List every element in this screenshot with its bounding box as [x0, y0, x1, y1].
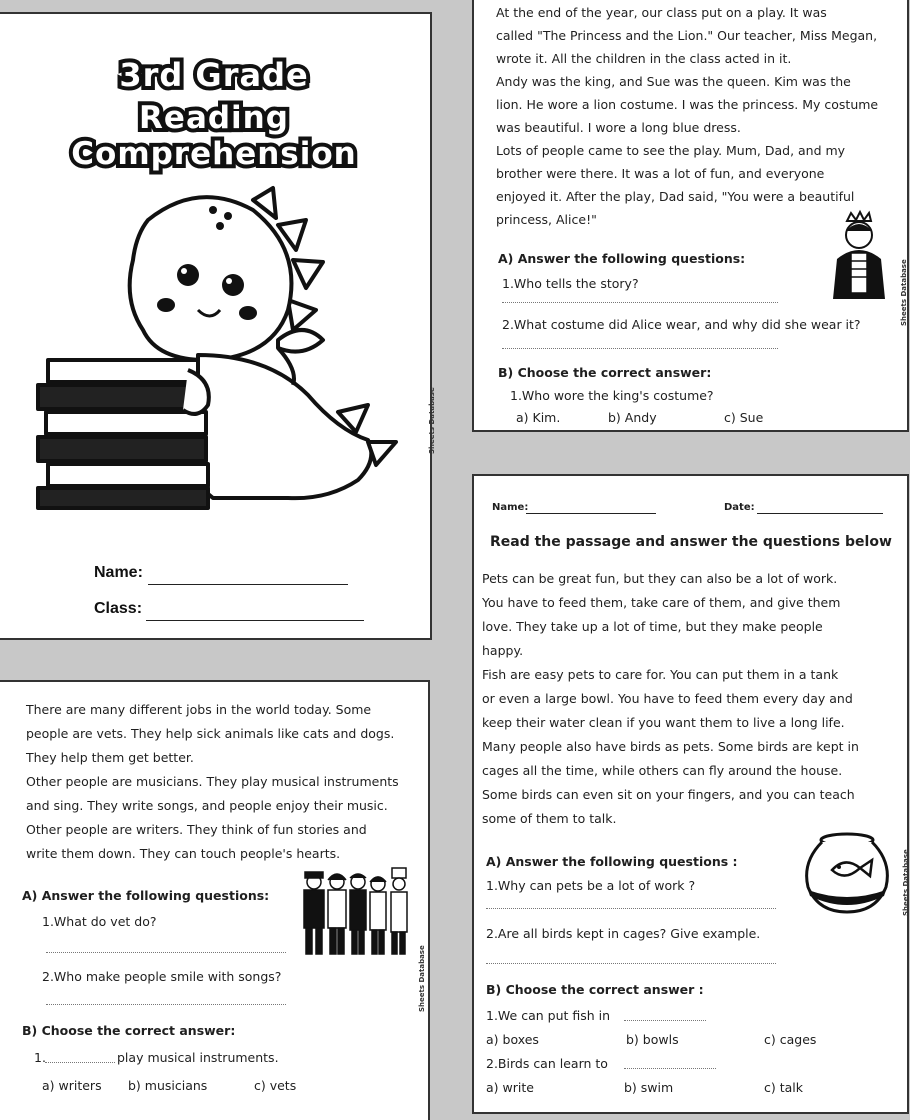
princess-sheet [472, 0, 909, 432]
pets-b-question-2: 2.Birds can learn to [486, 1056, 608, 1071]
princess-section-b: B) Choose the correct answer: [498, 365, 712, 380]
passage-line: called "The Princess and the Lion." Our teacher, Miss Megan, [496, 28, 878, 43]
prince-illustration [829, 211, 889, 306]
pets-q2-option-c[interactable]: c) talk [764, 1080, 803, 1095]
passage-line: Some birds can even sit on your fingers, and you can teach [482, 787, 855, 802]
passage-line: Andy was the king, and Sue was the queen. Kim was the [496, 74, 851, 89]
princess-question-1: 1.Who tells the story? [502, 276, 639, 291]
passage-line: brother were there. It was a lot of fun, and everyone [496, 166, 825, 181]
passage-line: At the end of the year, our class put on a play. It was [496, 5, 827, 20]
princess-option-a[interactable]: a) Kim. [516, 410, 561, 425]
passage-line: princess, Alice!" [496, 212, 597, 227]
pets-q2-option-b[interactable]: b) swim [624, 1080, 674, 1095]
pets-q2-option-a[interactable]: a) write [486, 1080, 534, 1095]
pets-b-blank-1[interactable] [624, 1020, 706, 1021]
princess-question-2: 2.What costume did Alice wear, and why did she wear it? [502, 317, 861, 332]
princess-answer-2[interactable] [502, 348, 778, 349]
pets-name-label: Name: [492, 502, 529, 513]
pets-b-question-1: 1.We can put fish in [486, 1008, 611, 1023]
passage-line: love. They take up a lot of time, but they make people [482, 619, 823, 634]
jobs-answer-2[interactable] [46, 1004, 286, 1005]
passage-line: Other people are musicians. They play musical instruments [26, 774, 399, 789]
passage-line: Many people also have birds as pets. Some birds are kept in [482, 739, 859, 754]
passage-line: cages all the time, while others can fly around the house. [482, 763, 843, 778]
cover-class-line[interactable] [146, 620, 364, 621]
pets-name-line[interactable] [526, 513, 656, 514]
jobs-question-1: 1.What do vet do? [42, 914, 157, 929]
passage-line: some of them to talk. [482, 811, 617, 826]
passage-line: and sing. They write songs, and people enjoy their music. [26, 798, 388, 813]
passage-line: keep their water clean if you want them to live a long life. [482, 715, 845, 730]
passage-line: Fish are easy pets to care for. You can put them in a tank [482, 667, 839, 682]
jobs-b-blank-1[interactable] [45, 1062, 115, 1063]
jobs-section-b: B) Choose the correct answer: [22, 1023, 236, 1038]
jobs-sheet [0, 680, 430, 1120]
pets-b-blank-2[interactable] [624, 1068, 716, 1069]
passage-line: wrote it. All the children in the class acted in it. [496, 51, 792, 66]
cover-name-label: Name: [94, 564, 143, 581]
passage-line: You have to feed them, take care of them, and give them [482, 595, 841, 610]
pets-date-label: Date: [724, 502, 755, 513]
workers-illustration [300, 868, 410, 958]
pets-question-1: 1.Why can pets be a lot of work ? [486, 878, 696, 893]
pets-question-2: 2.Are all birds kept in cages? Give example. [486, 926, 761, 941]
jobs-b-question-1: play musical instruments. [117, 1050, 279, 1065]
jobs-answer-1[interactable] [46, 952, 286, 953]
pets-watermark: Sheets Database [902, 849, 910, 916]
pets-q1-option-c[interactable]: c) cages [764, 1032, 817, 1047]
jobs-option-a[interactable]: a) writers [42, 1078, 102, 1093]
princess-section-a: A) Answer the following questions: [498, 251, 746, 266]
passage-line: Pets can be great fun, but they can also be a lot of work. [482, 571, 838, 586]
cover-class-label: Class: [94, 600, 143, 617]
princess-answer-1[interactable] [502, 302, 778, 303]
dinosaur-with-books-illustration [38, 180, 418, 510]
passage-line: Other people are writers. They think of fun stories and [26, 822, 367, 837]
jobs-watermark: Sheets Database [418, 945, 426, 1012]
pets-section-b: B) Choose the correct answer : [486, 982, 704, 997]
jobs-option-c[interactable]: c) vets [254, 1078, 297, 1093]
passage-line: Lots of people came to see the play. Mum, Dad, and my [496, 143, 846, 158]
pets-date-line[interactable] [757, 513, 883, 514]
pets-heading: Read the passage and answer the questions below [490, 534, 892, 550]
princess-b-question-1: 1.Who wore the king's costume? [510, 388, 714, 403]
passage-line: write them down. They can touch people's hearts. [26, 846, 341, 861]
pets-sheet [472, 474, 909, 1114]
passage-line: There are many different jobs in the world today. Some [26, 702, 372, 717]
pets-q1-option-b[interactable]: b) bowls [626, 1032, 679, 1047]
passage-line: or even a large bowl. You have to feed them every day and [482, 691, 853, 706]
cover-title-line1: 3rd Grade [119, 56, 309, 94]
pets-answer-1[interactable] [486, 908, 776, 909]
jobs-option-b[interactable]: b) musicians [128, 1078, 208, 1093]
jobs-b-blank-number: 1. [34, 1050, 46, 1065]
jobs-question-2: 2.Who make people smile with songs? [42, 969, 282, 984]
pets-q1-option-a[interactable]: a) boxes [486, 1032, 539, 1047]
cover-watermark: Sheets Database [428, 387, 436, 454]
jobs-section-a: A) Answer the following questions: [22, 888, 270, 903]
fishbowl-illustration [800, 832, 894, 914]
passage-line: people are vets. They help sick animals like cats and dogs. [26, 726, 395, 741]
passage-line: happy. [482, 643, 524, 658]
passage-line: lion. He wore a lion costume. I was the princess. My costume [496, 97, 879, 112]
cover-sheet [0, 12, 436, 640]
passage-line: enjoyed it. After the play, Dad said, "You were a beautiful [496, 189, 855, 204]
princess-option-b[interactable]: b) Andy [608, 410, 657, 425]
passage-line: was beautiful. I wore a long blue dress. [496, 120, 741, 135]
cover-name-line[interactable] [148, 584, 348, 585]
princess-watermark: Sheets Database [900, 259, 908, 326]
princess-option-c[interactable]: c) Sue [724, 410, 764, 425]
cover-title-line2: Reading Comprehension [71, 100, 357, 172]
pets-answer-2[interactable] [486, 963, 776, 964]
pets-section-a: A) Answer the following questions : [486, 854, 738, 869]
passage-line: They help them get better. [26, 750, 194, 765]
